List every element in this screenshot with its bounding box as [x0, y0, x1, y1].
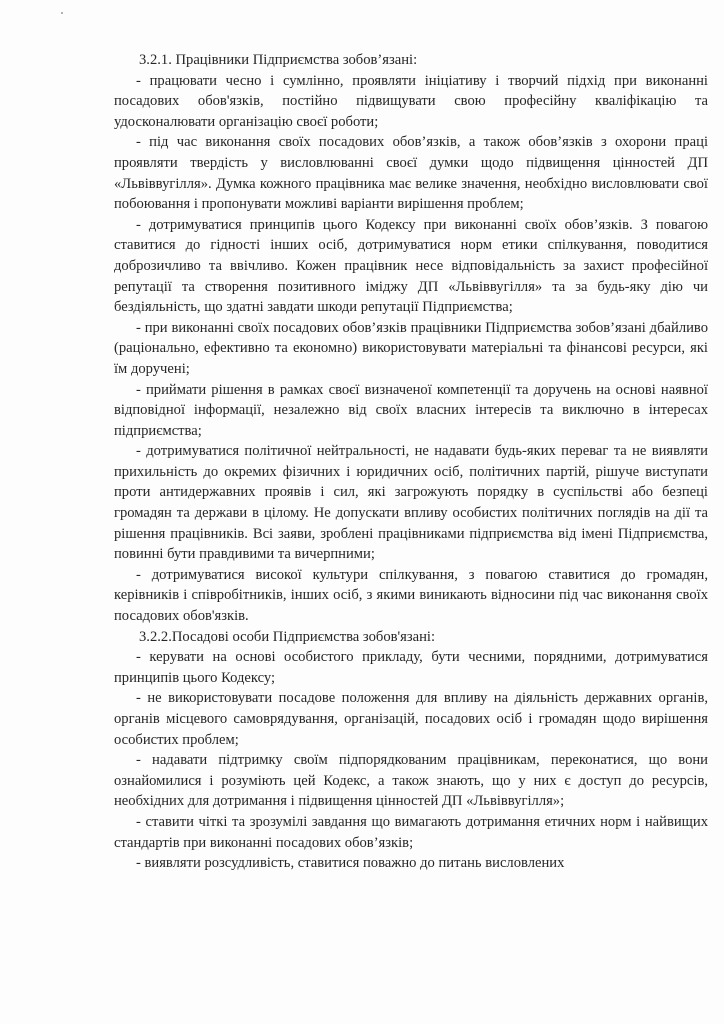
paragraph-item: - дотримуватися принципів цього Кодексу при виконанні своїх обов’язків. З повагою ставитися до гідності інших осіб, дотримуватися норм етики спілкування, поводитися доброзичливо та ввічливо. Кожен працівник несе відповідальність за захист професійної репутації та створення позитивного іміджу ДП «Львіввугілля» та за будь-яку дію чи бездіяльність, що здатні завдати шкоди репутації Підприємства; [114, 216, 708, 316]
paragraph-item: - ставити чіткі та зрозумілі завдання що вимагають дотримання етичних норм і найвищих стандартів при виконанні посадових обов’язків; [114, 813, 708, 851]
paragraph-item: - керувати на основі особистого прикладу, бути чесними, порядними, дотримуватися принципів цього Кодексу; [114, 649, 708, 686]
paragraph-item: - дотримуватися політичної нейтральності, не надавати будь-яких переваг та не виявляти прихильність до окремих фізичних і юридичних осіб, політичних партій, рішуче виступати проти антидержавних проявів і сил, які загрожують порядку в суспільстві або безпеці громадян та держави в цілому. Не допускати впливу особистих політичних поглядів на дії та рішення працівників. Всі заяви, зроблені працівниками підприємства від імені Підприємства, повинні бути правдивими та вичерпними; [114, 443, 708, 563]
scan-speck [61, 12, 63, 14]
section-heading-3-2-1: 3.2.1. Працівники Підприємства зобов’язані: [139, 52, 418, 68]
paragraph-item: - працювати чесно і сумлінно, проявляти ініціативу і творчий підхід при виконанні посадових обов'язків, постійно підвищувати свою професійну кваліфікацію та удосконалювати організацію своєї роботи; [114, 72, 708, 130]
paragraph-item: - приймати рішення в рамках своєї визначеної компетенції та доручень на основі наявної відповідної інформації, незалежно від своїх власних інтересів та виключно в інтересах підприємства; [114, 381, 708, 439]
paragraph-item: - під час виконання своїх посадових обов’язків, а також обов’язків з охорони праці проявляти твердість у висловлюванні своєї думки щодо підвищення цінностей ДП «Львіввугілля». Думка кожного працівника має велике значення, необхідно висловлювати свої побоювання і пропонувати можливі варіанти вирішення проблем; [114, 134, 708, 213]
paragraph-item: - не використовувати посадове положення для впливу на діяльність державних органів, органів місцевого самоврядування, організацій, посадових осіб і громадян щодо вирішення особистих проблем; [114, 690, 708, 748]
paragraph-item: - виявляти розсудливість, ставитися поважно до питань висловлених [136, 855, 565, 872]
paragraph-item: - при виконанні своїх посадових обов’язків працівники Підприємства зобов’язані дбайливо (раціонально, ефективно та економно) використовувати матеріальні та фінансові ресурси, які їм доручені; [114, 319, 708, 377]
paragraph-item: - дотримуватися високої культури спілкування, з повагою ставитися до громадян, керівників і співробітників, інших осіб, з якими виникають відносини під час виконання своїх посадових обов'язків. [114, 566, 708, 625]
section-heading-3-2-2: 3.2.2.Посадові особи Підприємства зобов'язані: [139, 628, 436, 645]
paragraph-item: - надавати підтримку своїм підпорядкованим працівникам, переконатися, що вони ознайомилися і розуміють цей Кодекс, а також знають, що у них є доступ до ресурсів, необхідних для дотримання і підвищення цінностей ДП «Львіввугілля»; [114, 752, 708, 810]
document-body [114, 50, 708, 874]
